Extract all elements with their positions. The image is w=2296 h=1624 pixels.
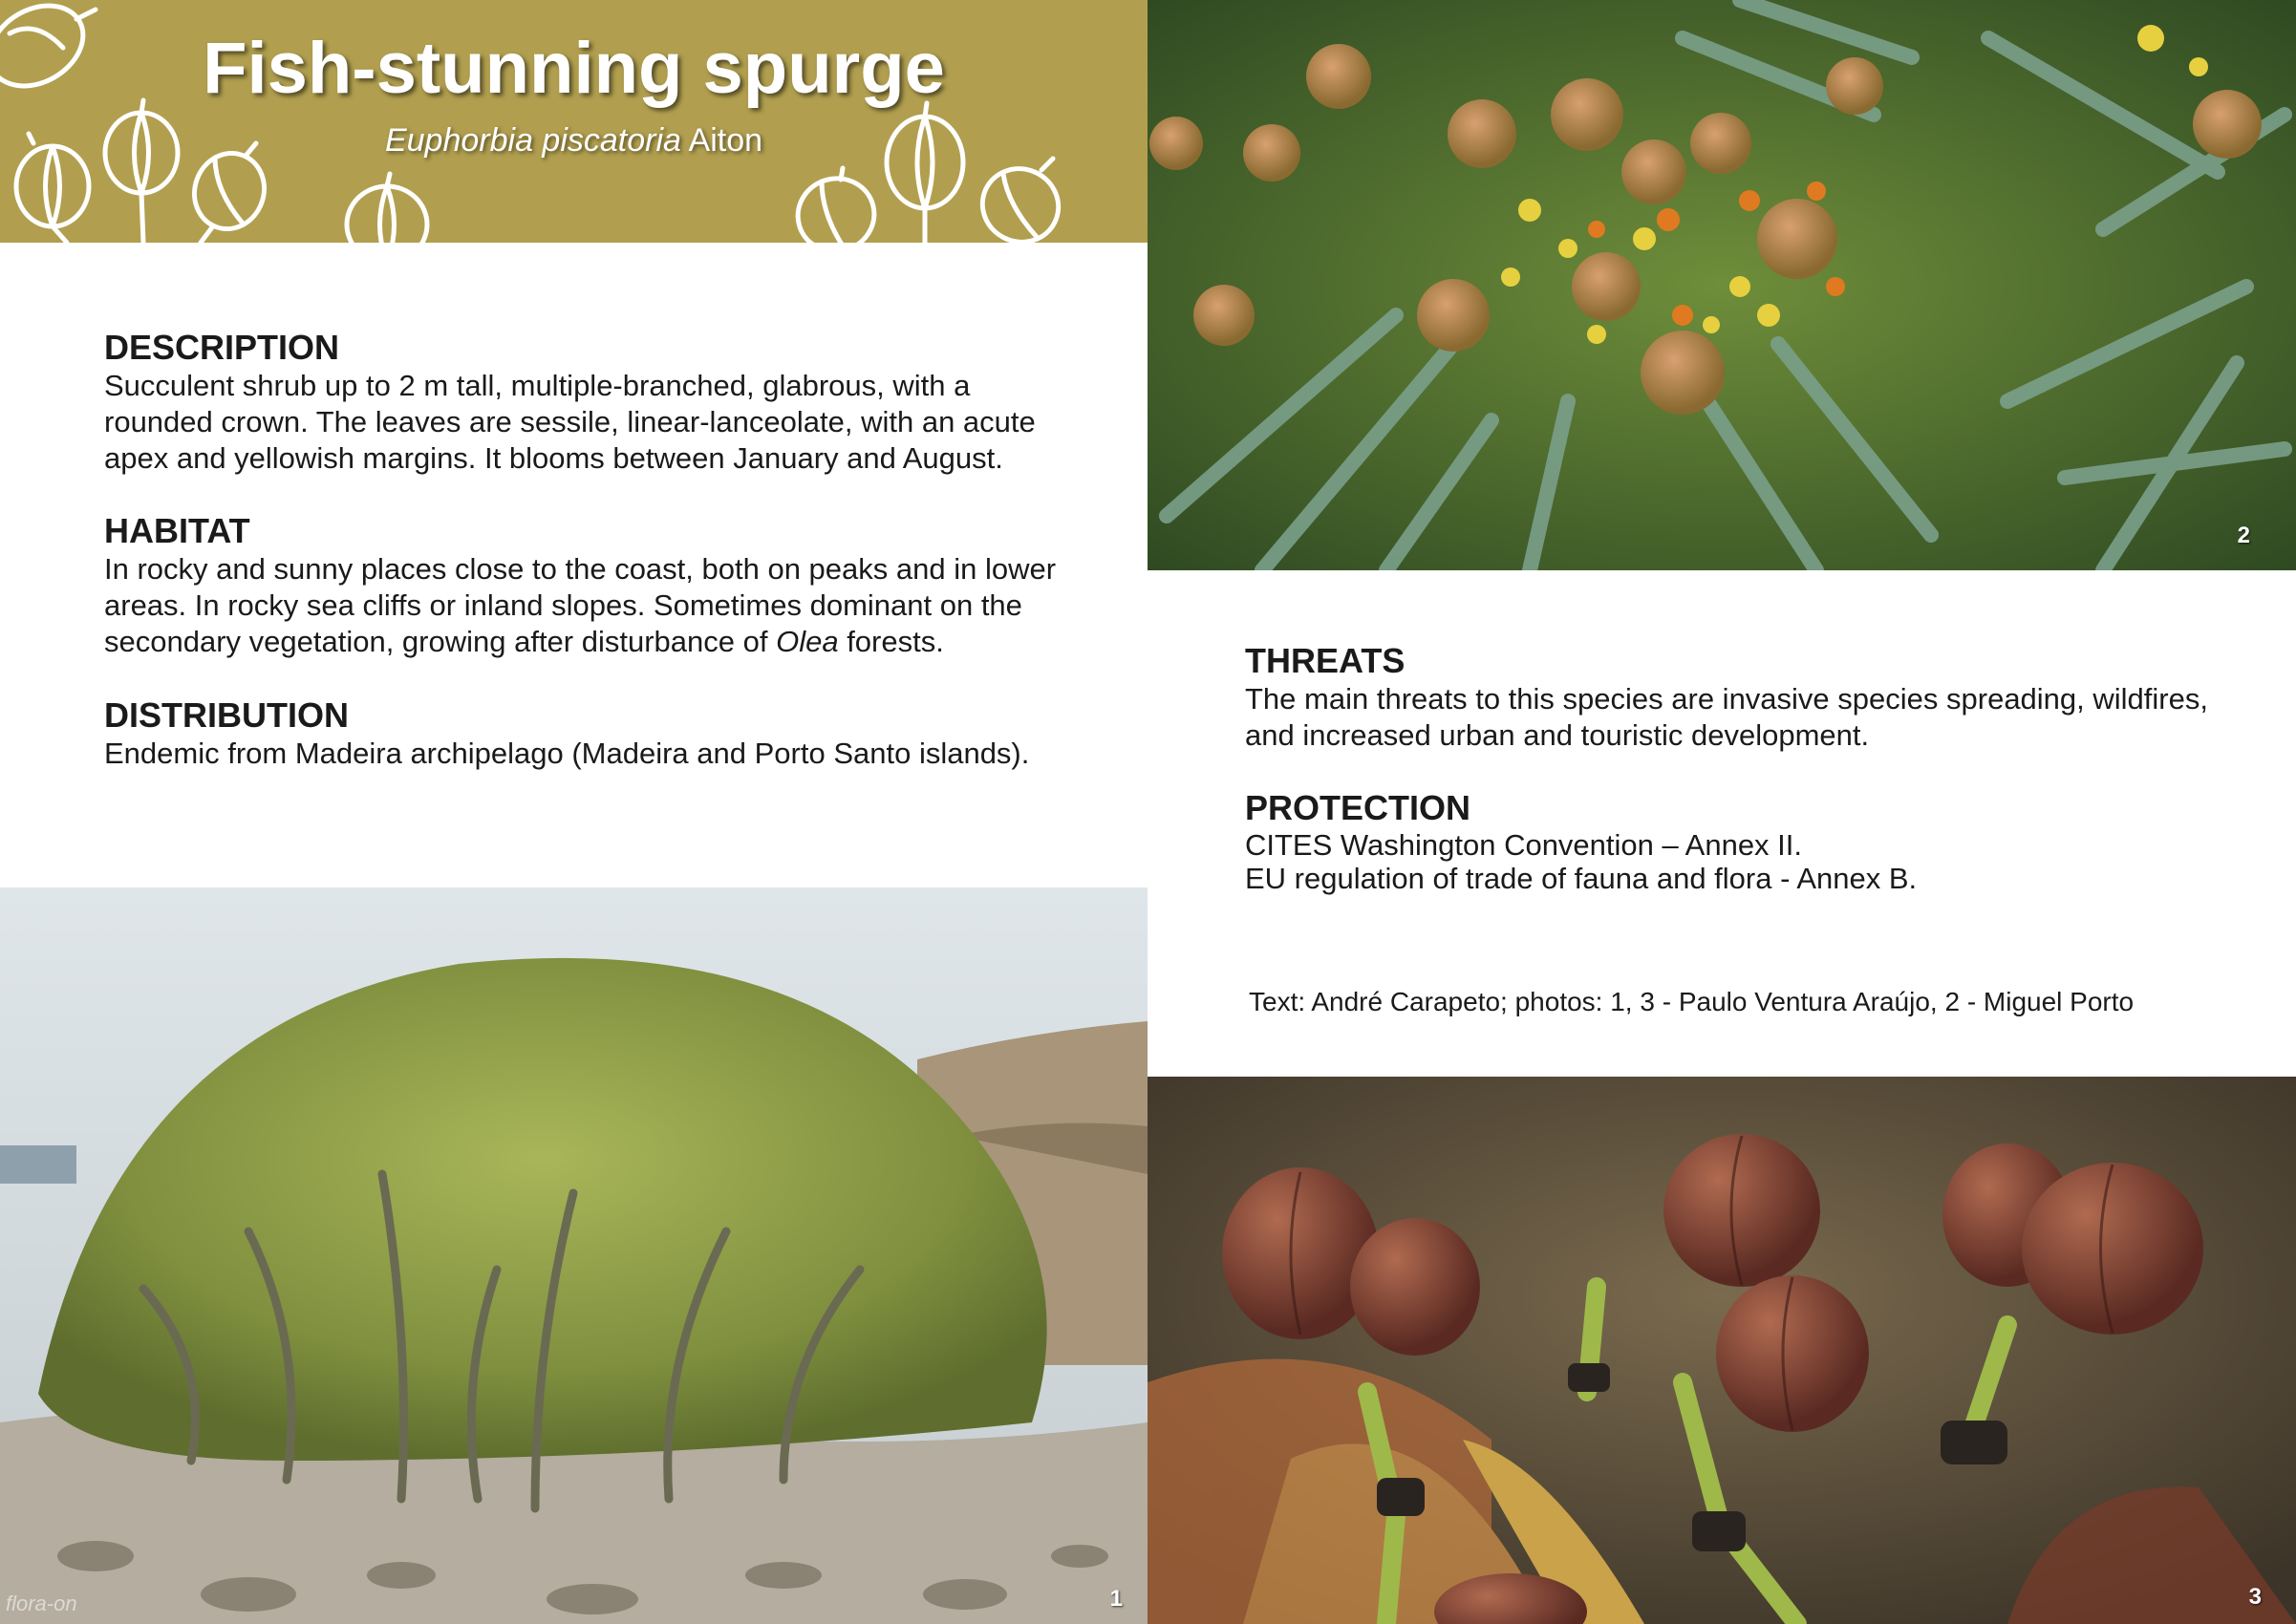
habitat-line: In rocky and sunny places close to the coast, both on peaks and in lower [104, 552, 1057, 586]
description-line: apex and yellowish margins. It blooms between January and August. [104, 441, 1003, 475]
distribution-section [104, 695, 1117, 772]
header-banner [0, 0, 1148, 243]
genus-name: Olea [776, 625, 839, 658]
species-binomial: Euphorbia piscatoria [384, 122, 681, 159]
photo-watermark: flora-on [6, 1592, 77, 1615]
threats-line: and increased urban and touristic development. [1245, 718, 1870, 752]
habitat-line: areas. In rocky sea cliffs or inland slopes. Sometimes dominant on the [104, 588, 1022, 622]
habitat-section [104, 511, 1117, 660]
fruits-illustration [1148, 1077, 2296, 1624]
habitat-text: forests. [838, 625, 944, 658]
description-section [104, 328, 1117, 477]
photo-flowers [1148, 0, 2296, 570]
habitat-text: secondary vegetation, growing after disturbance of [104, 625, 777, 658]
threats-section [1245, 641, 2258, 754]
photo-fruits [1148, 1077, 2296, 1624]
page-title: Fish-stunning spurge [203, 28, 945, 109]
scientific-name [0, 122, 1148, 160]
threats-line: The main threats to this species are invasive species spreading, wildfires, [1245, 682, 2208, 716]
photo-number: 1 [1109, 1586, 1123, 1612]
threats-heading: THREATS [1245, 641, 1405, 680]
protection-section [1245, 788, 2258, 895]
flowers-illustration [1148, 0, 2296, 570]
protection-heading: PROTECTION [1245, 788, 1471, 827]
protection-line: CITES Washington Convention – Annex II. [1245, 828, 1803, 862]
protection-line: EU regulation of trade of fauna and flora - Annex B. [1245, 862, 1918, 895]
species-author: Aiton [688, 122, 763, 159]
photo-shrub [0, 887, 1148, 1624]
description-heading: DESCRIPTION [104, 328, 340, 367]
distribution-heading: DISTRIBUTION [104, 695, 349, 735]
habitat-heading: HABITAT [104, 511, 250, 550]
photo-number: 2 [2237, 523, 2250, 548]
photo-credits: Text: André Carapeto; photos: 1, 3 - Paulo Ventura Araújo, 2 - Miguel Porto [1249, 987, 2135, 1016]
description-line: Succulent shrub up to 2 m tall, multiple-branched, glabrous, with a [104, 369, 971, 402]
distribution-line: Endemic from Madeira archipelago (Madeira and Porto Santo islands). [104, 737, 1030, 770]
photo-number: 3 [2248, 1584, 2262, 1610]
description-line: rounded crown. The leaves are sessile, linear-lanceolate, with an acute [104, 405, 1036, 438]
shrub-illustration [0, 887, 1148, 1624]
habitat-line [104, 624, 1117, 660]
